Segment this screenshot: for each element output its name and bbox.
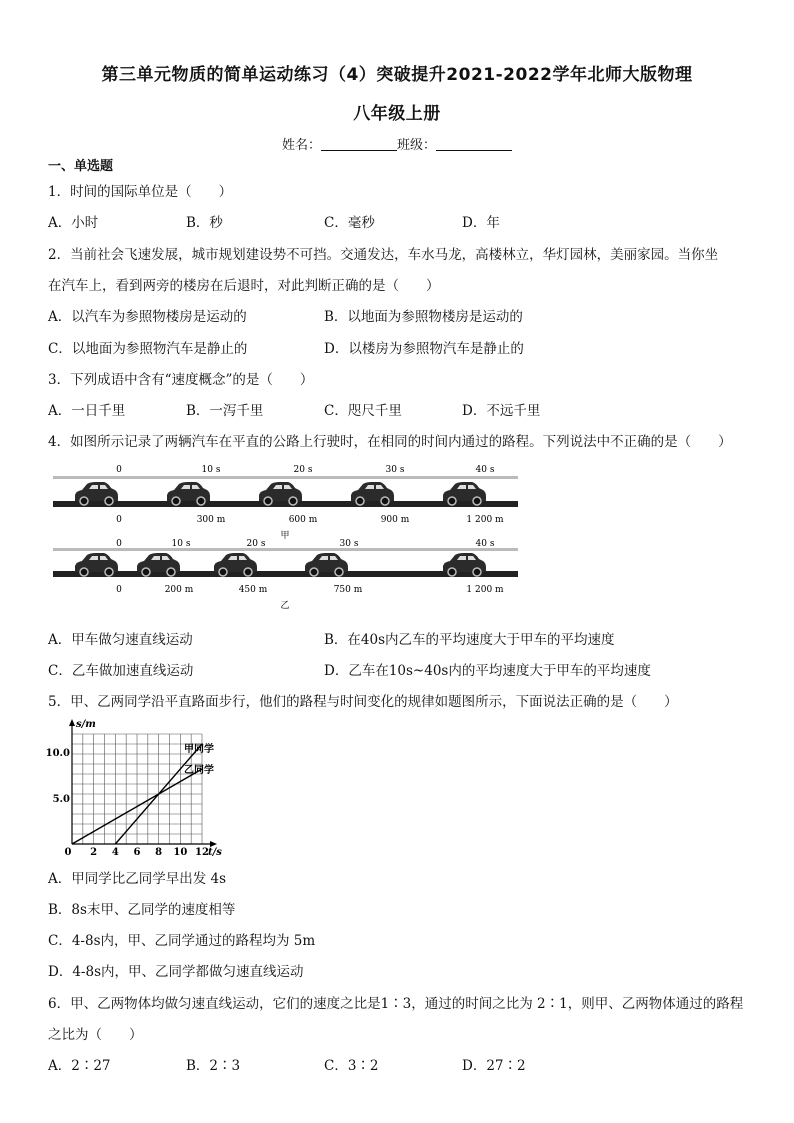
graph-xtick: 10	[173, 847, 188, 858]
section-heading: 一、单选题	[48, 159, 114, 174]
page-title-line1: 第三单元物质的简单运动练习（4）突破提升2021-2022学年北师大版物理	[101, 65, 693, 85]
graph-xtick: 8	[155, 847, 163, 858]
q2-option-a[interactable]: A．以汽车为参照物楼房是运动的	[48, 309, 247, 325]
yi-time-0: 0	[116, 539, 122, 549]
q3-option-a[interactable]: A．一日千里	[48, 403, 126, 419]
q5-stem: 5．甲、乙两同学沿平直路面步行，他们的路程与时间变化的规律如题图所示，下面说法正确的是（ ）	[48, 694, 678, 710]
q1-option-a[interactable]: A．小时	[48, 215, 99, 231]
yi-label: 乙	[280, 601, 290, 611]
q6-option-b[interactable]: B．2∶3	[186, 1058, 241, 1074]
q2-stem-line1: 2．当前社会飞速发展，城市规划建设势不可挡。交通发达，车水马龙，高楼林立，华灯园林，美丽家园。当你坐	[48, 247, 719, 263]
yi-distance-3: 750 m	[333, 585, 363, 595]
class-label: 班级：	[397, 138, 437, 153]
graph-axes	[69, 719, 217, 847]
q6-option-c[interactable]: C．3∶2	[324, 1058, 379, 1074]
q5-st-graph	[44, 716, 234, 862]
q3-option-b[interactable]: B．一泻千里	[186, 403, 264, 419]
graph-ytick-5: 5.0	[52, 794, 70, 805]
q4-option-b[interactable]: B．在40s内乙车的平均速度大于甲车的平均速度	[324, 632, 615, 648]
road-jia	[53, 465, 518, 541]
class-blank[interactable]	[436, 137, 512, 151]
jia-time-1: 10 s	[201, 465, 221, 475]
q4-option-c[interactable]: C．乙车做加速直线运动	[48, 663, 194, 679]
jia-time-0: 0	[116, 465, 122, 475]
student-info-row	[0, 134, 794, 153]
jia-label: 甲	[280, 531, 290, 541]
q3-stem: 3．下列成语中含有“速度概念”的是（ ）	[48, 372, 314, 388]
graph-xtick: 0	[64, 847, 72, 858]
q4-stem: 4．如图所示记录了两辆汽车在平直的公路上行驶时，在相同的时间内通过的路程。下列说法中不正确的是（ ）	[48, 434, 732, 450]
graph-ylabel: s/m	[76, 719, 96, 730]
jia-distance-0: 0	[116, 515, 122, 525]
q1-option-d[interactable]: D．年	[462, 215, 500, 231]
q2-option-d[interactable]: D．以楼房为参照物汽车是静止的	[324, 341, 524, 357]
yi-distance-2: 450 m	[238, 585, 268, 595]
graph-ytick-10: 10.0	[45, 748, 70, 759]
series-label-yi: 乙同学	[184, 765, 214, 776]
graph-xtick: 4	[111, 847, 119, 858]
graph-grid	[72, 734, 202, 844]
q6-option-d[interactable]: D．27∶2	[462, 1058, 526, 1074]
jia-time-2: 20 s	[293, 465, 313, 475]
series-label-jia: 甲同学	[184, 744, 214, 755]
q6-option-a[interactable]: A．2∶27	[48, 1058, 111, 1074]
jia-time-4: 40 s	[475, 465, 495, 475]
jia-distance-1: 300 m	[196, 515, 226, 525]
q2-option-b[interactable]: B．以地面为参照物楼房是运动的	[324, 309, 523, 325]
graph-xtick: 6	[133, 847, 141, 858]
q2-stem-line2: 在汽车上，看到两旁的楼房在后退时，对此判断正确的是（ ）	[48, 278, 440, 294]
yi-time-4: 40 s	[475, 539, 495, 549]
q4-option-d[interactable]: D．乙车在10s~40s内的平均速度大于甲车的平均速度	[324, 663, 651, 679]
q5-option-a[interactable]: A．甲同学比乙同学早出发 4s	[48, 871, 227, 887]
yi-distance-1: 200 m	[164, 585, 194, 595]
yi-time-1: 10 s	[171, 539, 191, 549]
q6-stem-line2: 之比为（ ）	[48, 1027, 143, 1043]
jia-distance-2: 600 m	[288, 515, 318, 525]
yi-distance-0: 0	[116, 585, 122, 595]
q3-option-d[interactable]: D．不远千里	[462, 403, 541, 419]
yi-time-3: 30 s	[339, 539, 359, 549]
q6-stem-line1: 6．甲、乙两物体均做匀速直线运动，它们的速度之比是1∶3，通过的时间之比为 2∶1，则甲、乙两物体通过的路程	[48, 996, 744, 1012]
jia-time-3: 30 s	[385, 465, 405, 475]
name-label: 姓名：	[281, 138, 321, 153]
graph-xtick: 2	[90, 847, 98, 858]
q4-car-figure	[48, 462, 528, 612]
q5-option-c[interactable]: C．4-8s内，甲、乙同学通过的路程均为 5m	[48, 933, 316, 949]
yi-distance-4: 1 200 m	[466, 585, 504, 595]
q1-option-c[interactable]: C．毫秒	[324, 215, 375, 231]
road-yi	[53, 539, 518, 611]
q3-option-c[interactable]: C．咫尺千里	[324, 403, 402, 419]
q2-option-c[interactable]: C．以地面为参照物汽车是静止的	[48, 341, 248, 357]
q4-option-a[interactable]: A．甲车做匀速直线运动	[48, 632, 193, 648]
graph-xlabel: t/s	[208, 847, 222, 858]
yi-time-2: 20 s	[246, 539, 266, 549]
q5-option-d[interactable]: D．4-8s内，甲、乙同学都做匀速直线运动	[48, 964, 304, 980]
q1-option-b[interactable]: B．秒	[186, 215, 223, 231]
jia-distance-3: 900 m	[380, 515, 410, 525]
page-title-line2: 八年级上册	[353, 104, 441, 124]
name-blank[interactable]	[321, 137, 397, 151]
q1-stem: 1．时间的国际单位是（ ）	[48, 184, 233, 200]
q5-option-b[interactable]: B．8s末甲、乙同学的速度相等	[48, 902, 236, 918]
graph-xticks	[65, 847, 209, 858]
jia-distance-4: 1 200 m	[466, 515, 504, 525]
graph-xtick: 12	[195, 847, 209, 858]
